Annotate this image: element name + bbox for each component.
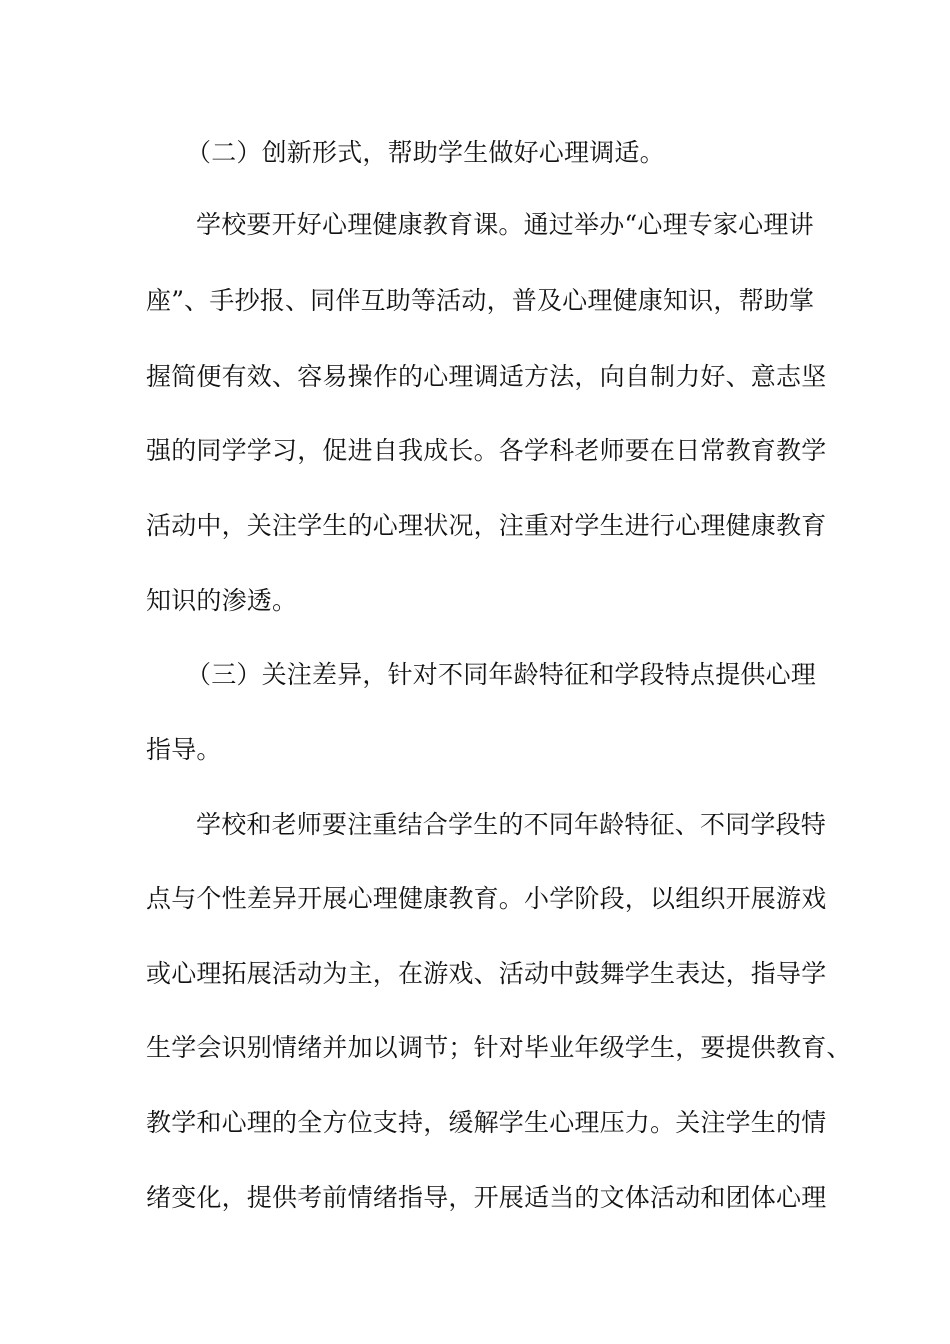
- paragraph-line: 强的同学学习，促进自我成长。各学科老师要在日常教育教学: [146, 436, 827, 465]
- paragraph-line: 握简便有效、容易操作的心理调适方法，向自制力好、意志坚: [146, 362, 827, 391]
- paragraph-line: 知识的渗透。: [146, 586, 298, 615]
- paragraph-line: 绪变化，提供考前情绪指导，开展适当的文体活动和团体心理: [146, 1183, 827, 1212]
- paragraph-line: 点与个性差异开展心理健康教育。小学阶段，以组织开展游戏: [146, 884, 827, 913]
- paragraph-line: 学校要开好心理健康教育课。通过举办“心理专家心理讲: [196, 210, 814, 239]
- paragraph-line: 学校和老师要注重结合学生的不同年龄特征、不同学段特: [196, 810, 827, 839]
- paragraph-line: 教学和心理的全方位支持，缓解学生心理压力。关注学生的情: [146, 1108, 827, 1137]
- paragraph-line: 或心理拓展活动为主，在游戏、活动中鼓舞学生表达，指导学: [146, 959, 827, 988]
- section-heading-3: （三）关注差异，针对不同年龄特征和学段特点提供心理: [186, 660, 817, 689]
- section-heading-3-cont: 指导。: [146, 735, 222, 764]
- paragraph-line: 座”、手抄报、同伴互助等活动，普及心理健康知识，帮助掌: [146, 286, 815, 315]
- section-heading-2: （二）创新形式，帮助学生做好心理调适。: [186, 138, 665, 167]
- paragraph-line: 生学会识别情绪并加以调节；针对毕业年级学生，要提供教育、: [146, 1033, 852, 1062]
- paragraph-line: 活动中，关注学生的心理状况，注重对学生进行心理健康教育: [146, 511, 827, 540]
